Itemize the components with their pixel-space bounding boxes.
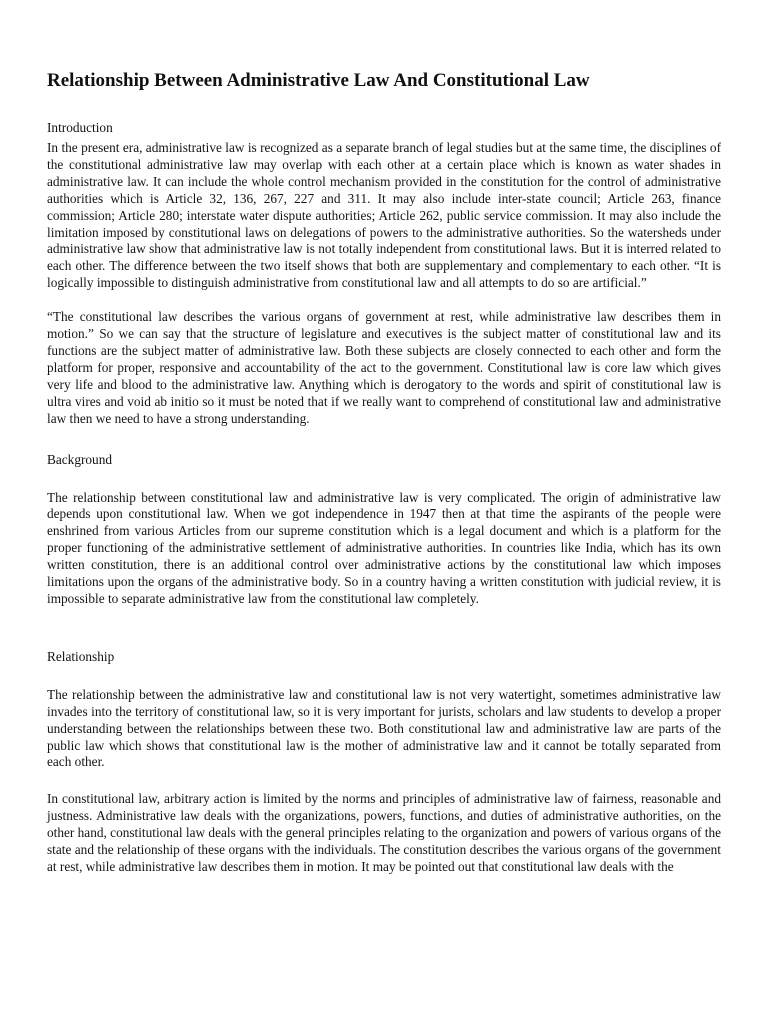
paragraph: “The constitutional law describes the various organs of government at rest, while administrative law describes them in motion.” So we can say that the structure of legislature and executives is the subject matter of constitutional law and its functions are the subject matter of administrative law. Both these subjects are closely connected to each other and form the platform for proper, responsive and accountability of the act to the government. Constitutional law is core law which gives very life and blood to the administrative law. Anything which is derogatory to the words and spirit of constitutional law is ultra vires and void ab initio so it must be noted that if we really want to comprehend of constitutional law and administrative law then we need to have a strong understanding. — [47, 309, 721, 426]
section-heading-relationship: Relationship — [47, 648, 115, 664]
document-page — [47, 68, 721, 876]
section-background — [47, 451, 721, 608]
paragraph: The relationship between the administrative law and constitutional law is not very watertight, sometimes administrative law invades into the territory of constitutional law, so it is very important for jurists, scholars and law students to develop a proper understanding between the relationships between these two. Both constitutional law and administrative law are parts of the public law which shows that constitutional law is the mother of administrative law and it cannot be totally separated from each other. — [47, 686, 721, 770]
paragraph: In constitutional law, arbitrary action is limited by the norms and principles of administrative law of fairness, reasonable and justness. Administrative law deals with the organizations, powers, functions, and duties of administrative authorities, on the other hand, constitutional law deals with the general principles relating to the organization and powers of various organs of the state and the relationship of these organs with the individuals. The constitution describes the various organs of the government at rest, while administrative law describes them in motion. It may be pointed out that constitutional law deals with the — [47, 791, 721, 874]
paragraph: In the present era, administrative law is recognized as a separate branch of legal studies but at the same time, the disciplines of the constitutional administrative law may overlap with each other at a certain place which is known as water shades in administrative law. It can include the whole control mechanism provided in the constitution for the control of administrative authorities which is Article 32, 136, 267, 227 and 311. It may also include inter-state council; Article 263, finance commission; Article 280; interstate water dispute authorities; Article 262, public service commission. It may also include the limitation imposed by constitutional laws on delegations of powers to the administrative authorities. So the watersheds under administrative law show that administrative law is not totally independent from constitutional laws. But it is interred related to each other. The difference between the two itself shows that both are supplementary and complementary to each other. “It is logically impossible to distinguish administrative from constitutional law and all attempts to do so are artificial.” — [47, 140, 721, 291]
section-introduction — [47, 119, 721, 428]
section-relationship — [47, 648, 721, 876]
document-title: Relationship Between Administrative Law And Constitutional Law — [47, 70, 590, 91]
paragraph: The relationship between constitutional law and administrative law is very complicated. The origin of administrative law depends upon constitutional law. When we got independence in 1947 then at that time the aspirants of the people were enshrined from various Articles from our supreme constitution which is a legal document and which is a platform for the proper functioning of the administrative settlement of administrative authorities. In countries like India, which has its own written constitution, there is an additional control over administrative actions by the constitutional law which imposes limitations upon the organs of the administrative body. So in a country having a written constitution with judicial review, it is impossible to separate administrative law from the constitutional law completely. — [47, 489, 721, 606]
section-heading-introduction: Introduction — [47, 120, 113, 135]
section-heading-background: Background — [47, 451, 112, 467]
